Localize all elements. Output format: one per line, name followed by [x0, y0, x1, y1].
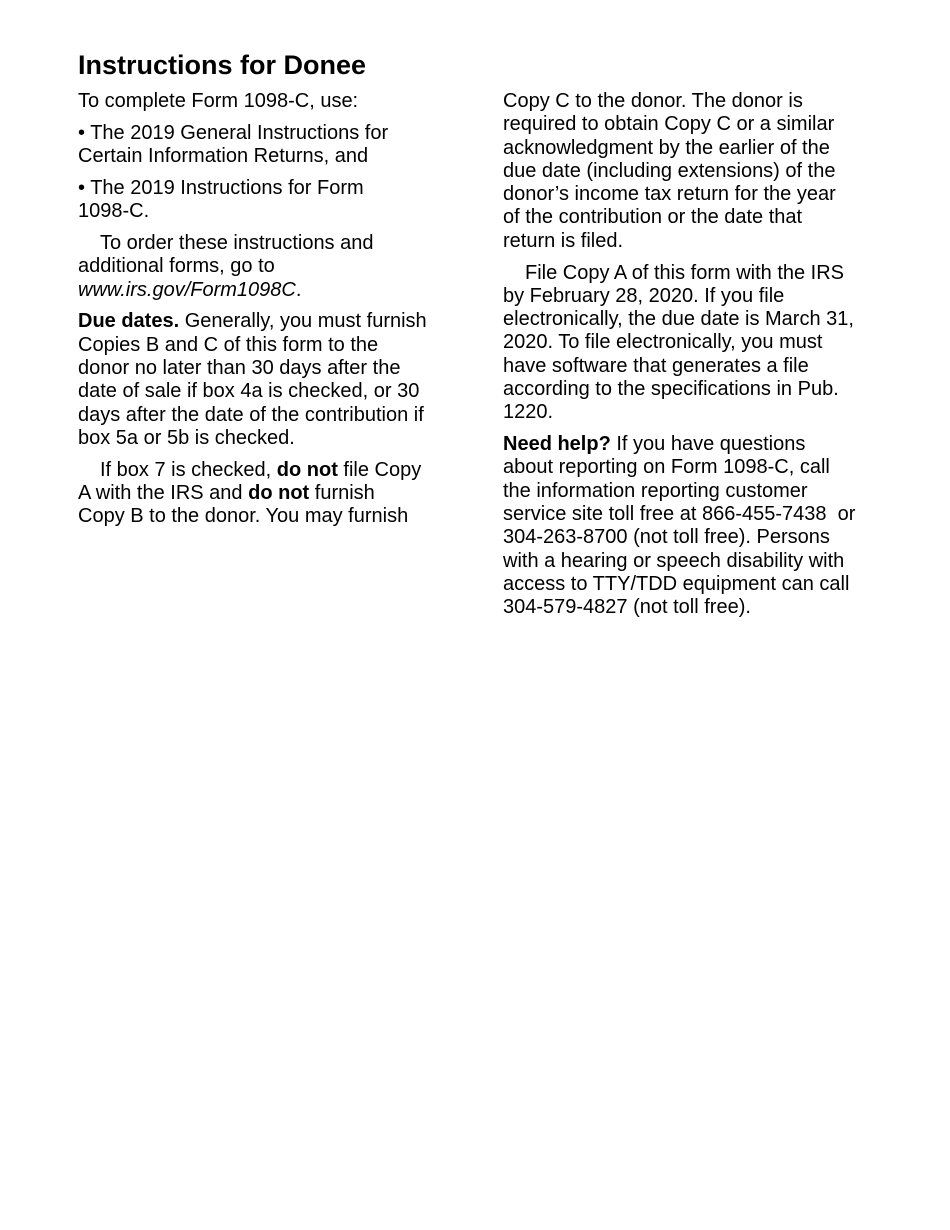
- paragraph-line: days after the date of the contribution if: [78, 403, 424, 426]
- punctuation: .: [295, 278, 302, 301]
- box7-paragraph: [78, 459, 468, 529]
- paragraph-line: due date (including extensions) of the: [503, 159, 836, 182]
- paragraph-line: about reporting on Form 1098-C, call: [503, 456, 830, 479]
- paragraph-line: service site toll free at 866-455-7438 or: [503, 503, 856, 526]
- paragraph-line: [503, 433, 903, 456]
- paragraph-text: If you have questions: [610, 433, 806, 456]
- paragraph-line: [78, 310, 468, 333]
- paragraph-line: additional forms, go to: [78, 255, 275, 278]
- need-help-paragraph: [503, 433, 903, 619]
- due-dates-paragraph: [78, 310, 468, 450]
- paragraph-line: Copy B to the donor. You may furnish: [78, 505, 409, 528]
- paragraph-line: with a hearing or speech disability with: [503, 549, 845, 572]
- paragraph-line: 304-263-8700 (not toll free). Persons: [503, 526, 830, 549]
- bullet-line: Certain Information Returns, and: [78, 145, 369, 168]
- paragraph-line: File Copy A of this form with the IRS: [525, 261, 845, 284]
- paragraph-line: 1220.: [503, 401, 554, 424]
- paragraph-line: 2020. To file electronically, you must: [503, 331, 823, 354]
- emphasis-text: do not: [276, 458, 338, 481]
- right-column: [503, 90, 903, 620]
- bullet-line: 1098-C.: [78, 200, 150, 223]
- paragraph-line: [78, 459, 468, 482]
- irs-form-link[interactable]: www.irs.gov/Form1098C: [78, 278, 296, 301]
- bullet-form-instructions: [78, 177, 468, 224]
- page-title: Instructions for Donee: [78, 50, 367, 80]
- paragraph-text: Generally, you must furnish: [179, 310, 427, 333]
- paragraph-line: the information reporting customer: [503, 479, 808, 502]
- paragraph-line: donor no later than 30 days after the: [78, 356, 401, 379]
- order-paragraph: [78, 232, 468, 302]
- bullet-general-instructions: [78, 122, 468, 169]
- paragraph-text: A with the IRS and: [78, 481, 249, 504]
- file-copy-a-paragraph: [503, 262, 903, 425]
- paragraph-line: 304-579-4827 (not toll free).: [503, 596, 751, 619]
- paragraph-line: donor’s income tax return for the year: [503, 183, 836, 206]
- emphasis-text: do not: [248, 481, 310, 504]
- paragraph-line: To order these instructions and: [100, 231, 374, 254]
- due-dates-label: Due dates.: [78, 310, 180, 333]
- bullet-line: • The 2019 Instructions for Form: [78, 176, 364, 199]
- copy-c-paragraph: [503, 90, 903, 253]
- intro-paragraph: [78, 90, 468, 113]
- paragraph-line: electronically, the due date is March 31,: [503, 308, 854, 331]
- paragraph-text: furnish: [309, 481, 375, 504]
- paragraph-line: [78, 482, 468, 505]
- paragraph-text: If box 7 is checked,: [100, 458, 277, 481]
- paragraph-line: access to TTY/TDD equipment can call: [503, 572, 850, 595]
- paragraph-line: date of sale if box 4a is checked, or 30: [78, 380, 420, 403]
- left-column: [78, 90, 468, 529]
- paragraph-line: box 5a or 5b is checked.: [78, 426, 295, 449]
- paragraph-line: have software that generates a file: [503, 354, 809, 377]
- paragraph-line: Copy C to the donor. The donor is: [503, 90, 803, 112]
- paragraph-line: acknowledgment by the earlier of the: [503, 136, 830, 159]
- paragraph-line: according to the specifications in Pub.: [503, 378, 839, 401]
- bullet-line: • The 2019 General Instructions for: [78, 121, 389, 144]
- paragraph-line: Copies B and C of this form to the: [78, 333, 379, 356]
- paragraph-line: of the contribution or the date that: [503, 206, 803, 229]
- paragraph-text: file Copy: [337, 458, 422, 481]
- need-help-label: Need help?: [503, 433, 611, 456]
- paragraph-line: by February 28, 2020. If you file: [503, 284, 785, 307]
- paragraph-line: [78, 279, 468, 302]
- paragraph-line: required to obtain Copy C or a similar: [503, 113, 835, 136]
- paragraph-line: return is filed.: [503, 229, 624, 252]
- intro-line: To complete Form 1098-C, use:: [78, 90, 359, 112]
